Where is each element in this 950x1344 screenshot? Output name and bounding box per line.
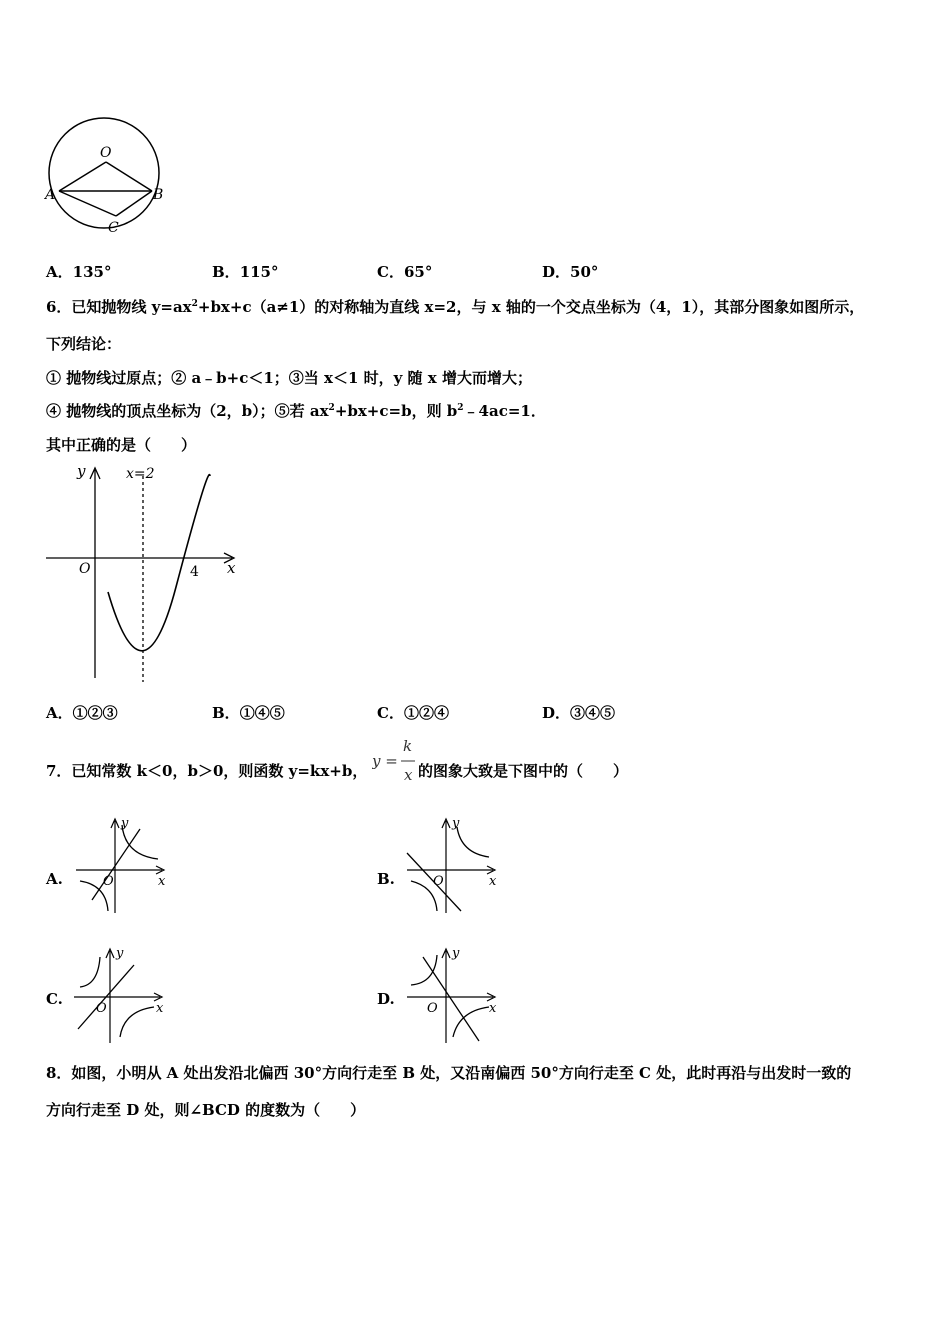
label-x: x <box>158 874 166 889</box>
label-origin: O <box>103 874 114 889</box>
label-x: x <box>156 1001 164 1016</box>
q6-option-d[interactable]: D．③④⑤ <box>542 704 616 722</box>
q6-stem-line4: ④ 抛物线的顶点坐标为（2，b）；⑤若 $ax^2+bx+c=b$，则 $b^2﹣4ac=1$． <box>46 402 546 420</box>
q8-stem-line1: 8．如图，小明从 A 处出发沿北偏西 30°方向行走至 B 处，又沿南偏西 50°方向行走至 C 处，此时再沿与出发时一致的 <box>46 1064 852 1082</box>
segment-ao <box>59 162 106 191</box>
q7-graph-a[interactable] <box>72 815 170 915</box>
segment-cb <box>116 191 152 216</box>
q7-graph-c[interactable] <box>70 945 168 1045</box>
label-axis-x2: x=2 <box>126 466 155 482</box>
segment-ac <box>59 191 116 216</box>
label-a: A <box>45 187 56 203</box>
label-c: C <box>108 220 119 236</box>
label-x: x <box>489 874 497 889</box>
q6-stem-line5: 其中正确的是（ ） <box>46 436 197 454</box>
parabola-curve <box>108 475 210 651</box>
q6-option-b[interactable]: B．①④⑤ <box>212 704 285 722</box>
label-y: y <box>452 946 460 961</box>
formula-y: y = <box>372 752 398 770</box>
q7-option-b-label[interactable]: B. <box>377 870 395 888</box>
hyperbola-q4 <box>453 1007 489 1037</box>
q6-stem-line2: 下列结论： <box>46 335 122 353</box>
q6-stem-line3: ① 抛物线过原点；② a﹣b+c＜1；③当 x＜1 时，y 随 x 增大而增大； <box>46 369 532 387</box>
q7-formula <box>372 737 416 785</box>
label-4: 4 <box>190 564 199 580</box>
q7-stem-pre: 7．已知常数 k＜0，b＞0，则函数 y=kx+b， <box>46 762 368 780</box>
hyperbola-q1 <box>457 827 489 857</box>
hyperbola-q2 <box>80 957 100 987</box>
q7-option-d-label[interactable]: D. <box>377 990 395 1008</box>
label-origin: O <box>433 874 444 889</box>
segment-ob <box>106 162 152 191</box>
q5-option-a[interactable]: A．135° <box>46 263 112 281</box>
label-y: y <box>77 462 86 480</box>
label-y: y <box>116 946 124 961</box>
hyperbola-q4 <box>120 1007 154 1037</box>
q7-graph-b[interactable] <box>403 815 501 915</box>
q7-option-c-label[interactable]: C. <box>46 990 63 1008</box>
label-y: y <box>452 816 460 831</box>
q7-option-a-label[interactable]: A. <box>46 870 63 888</box>
q6-stem-line1: 6．已知抛物线 $y=ax^2+bx+c(a\ne 1)$的对称轴为直线 x=2，与 x 轴的一个交点坐标为（4，1），其部分图象如图所示， <box>46 298 865 316</box>
label-y: y <box>121 816 129 831</box>
q6-option-a[interactable]: A．①②③ <box>46 704 118 722</box>
q5-circle-figure <box>44 110 170 238</box>
label-o: O <box>100 145 112 161</box>
q6-parabola-figure <box>44 462 244 684</box>
label-origin: O <box>427 1001 438 1016</box>
q5-option-d[interactable]: D．50° <box>542 263 599 281</box>
q7-graph-d[interactable] <box>403 945 501 1045</box>
label-origin: O <box>96 1001 107 1016</box>
formula-numerator: k <box>403 737 413 755</box>
q8-stem-line2: 方向行走至 D 处，则∠BCD 的度数为（ ） <box>46 1101 366 1119</box>
q5-option-b[interactable]: B．115° <box>212 263 279 281</box>
q6-option-c[interactable]: C．①②④ <box>377 704 449 722</box>
q7-stem-post: 的图象大致是下图中的（ ） <box>418 762 629 780</box>
label-x: x <box>489 1001 497 1016</box>
label-x: x <box>227 559 236 577</box>
label-b: B <box>153 187 164 203</box>
label-origin: O <box>79 561 91 577</box>
q5-option-c[interactable]: C．65° <box>377 263 433 281</box>
formula-denominator: x <box>404 766 413 784</box>
linear-line <box>423 957 479 1041</box>
